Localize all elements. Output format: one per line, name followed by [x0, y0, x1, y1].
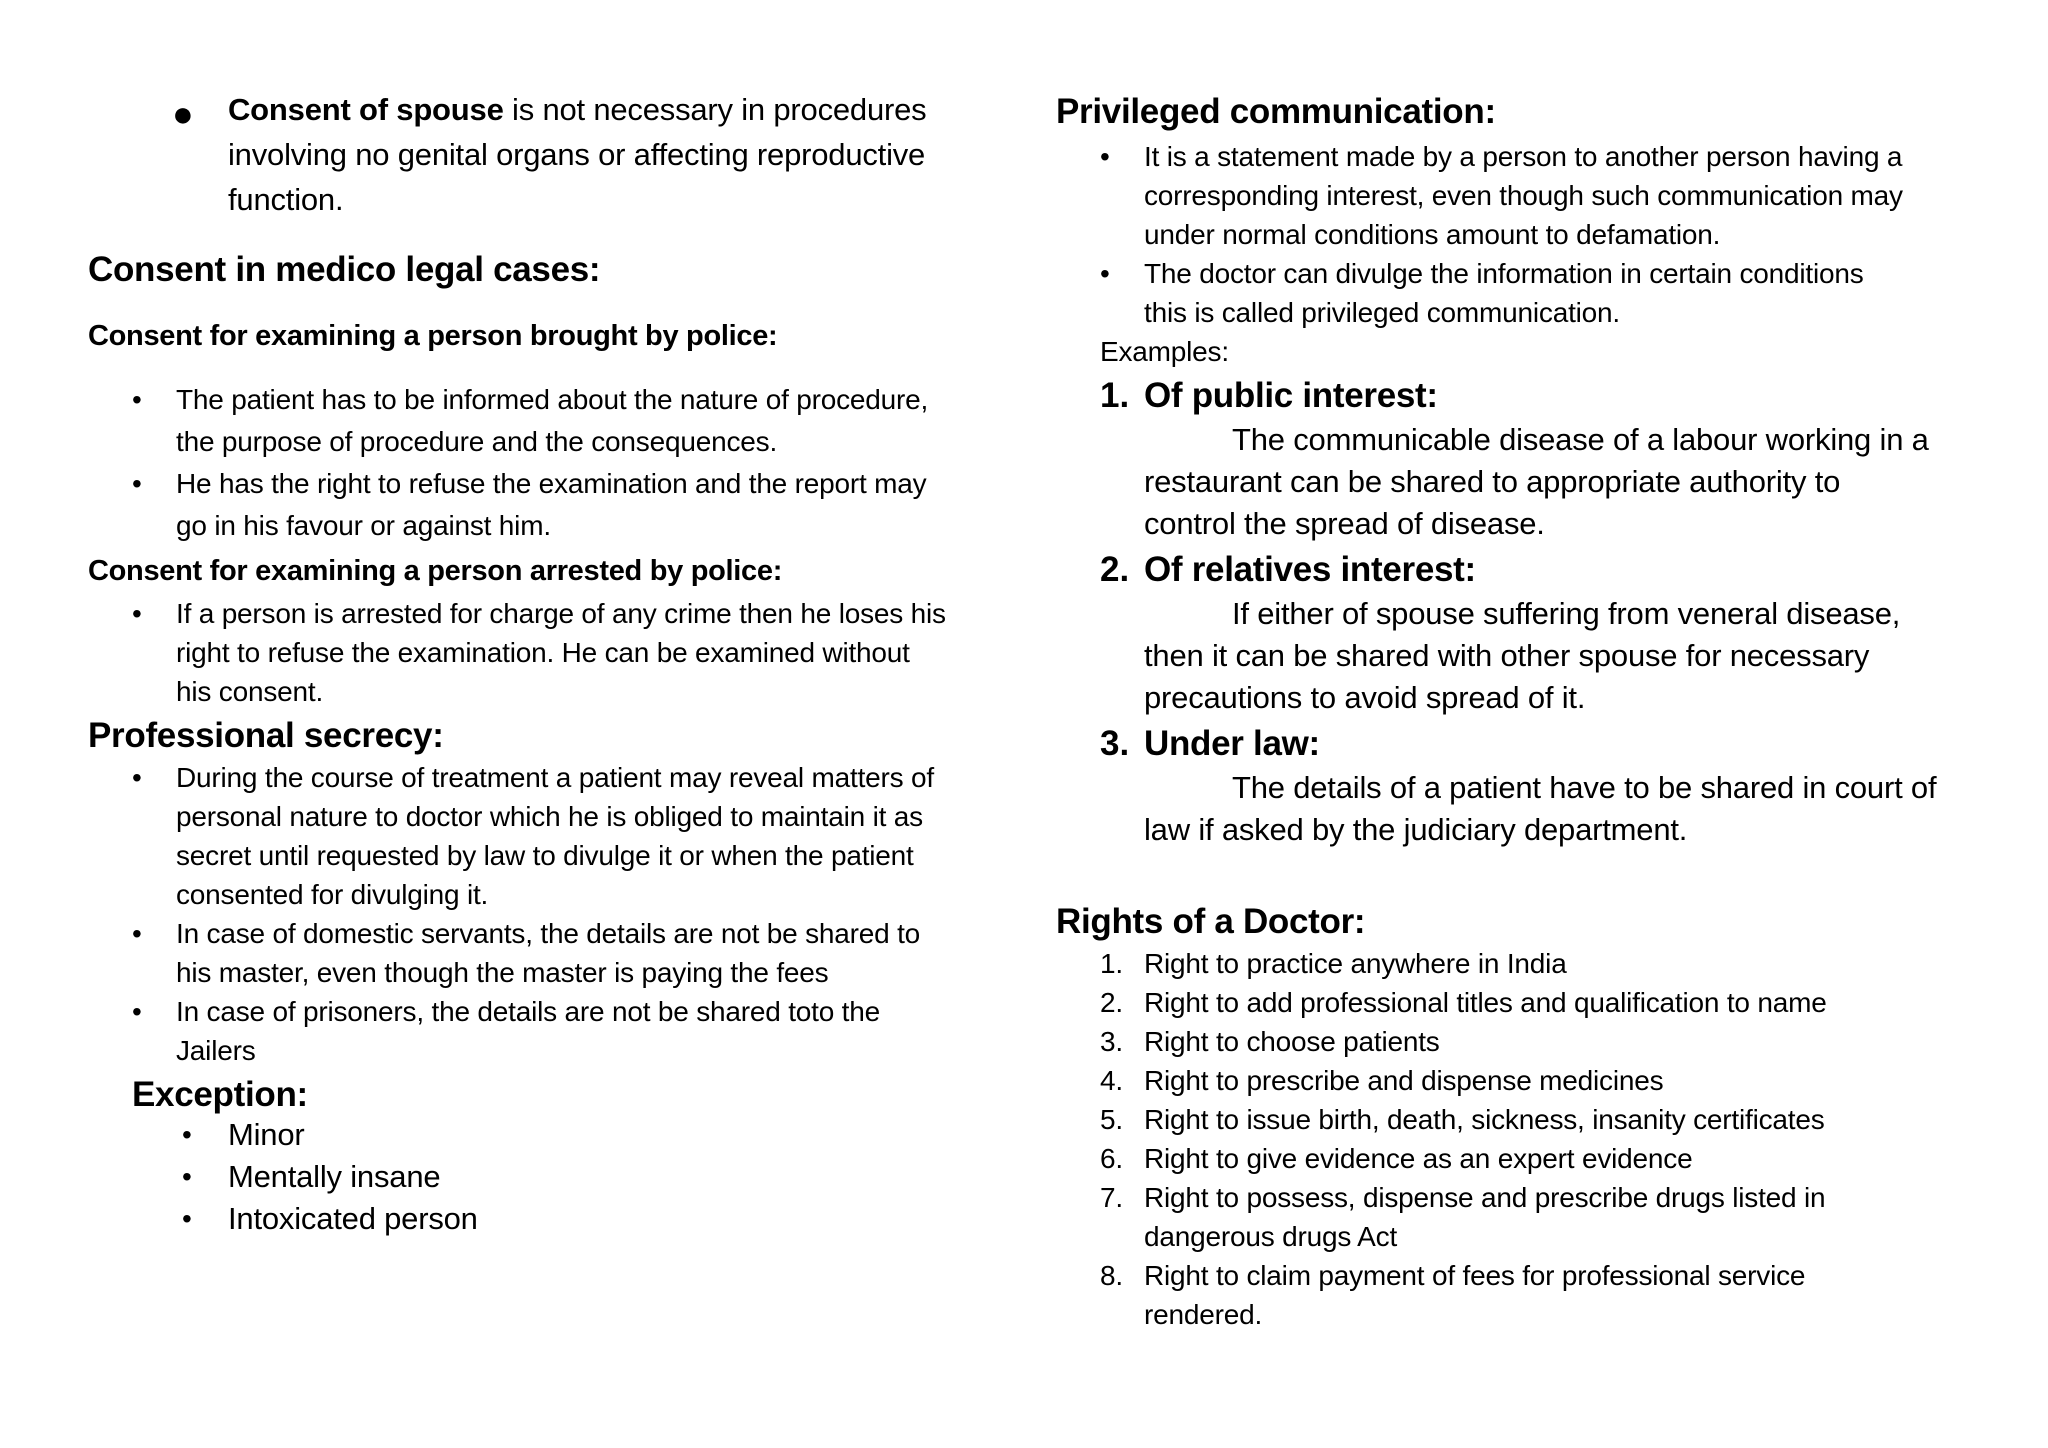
professional-secrecy-heading: Professional secrecy: [88, 716, 444, 755]
list-item-line: secret until requested by law to divulge it or when the patient [176, 840, 914, 871]
bullet-icon: • [182, 1203, 192, 1234]
list-item-line: go in his favour or against him. [176, 510, 551, 541]
example-number: 3. [1100, 724, 1130, 763]
list-item-line: During the course of treatment a patient may reveal matters of [176, 762, 934, 793]
list-item-line: right to refuse the examination. He can be examined without [176, 637, 910, 668]
list-item-line: Jailers [176, 1035, 256, 1066]
spouse-line-2: involving no genital organs or affecting reproductive [228, 137, 926, 172]
medico-legal-heading: Consent in medico legal cases: [88, 250, 601, 289]
exception-heading: Exception: [132, 1075, 308, 1114]
rights-item-line: Right to claim payment of fees for professional service [1144, 1260, 1806, 1291]
bullet-icon: • [1100, 258, 1110, 289]
examples-label: Examples: [1100, 336, 1229, 367]
example-number: 1. [1100, 376, 1130, 415]
rights-number: 3. [1100, 1026, 1123, 1057]
bullet-icon: • [182, 1119, 192, 1150]
rights-heading: Rights of a Doctor: [1056, 902, 1366, 941]
bullet-icon: ● [172, 93, 194, 134]
rights-item-line: Right to practice anywhere in India [1144, 948, 1567, 979]
police-brought-heading: Consent for examining a person brought by police: [88, 320, 778, 352]
bullet-icon: • [132, 384, 142, 415]
rights-item-line: rendered. [1144, 1299, 1263, 1330]
example-line: law if asked by the judiciary department. [1144, 812, 1688, 847]
list-item-line: his consent. [176, 676, 324, 707]
rights-number: 2. [1100, 987, 1123, 1018]
rights-number: 6. [1100, 1143, 1123, 1174]
rights-number: 4. [1100, 1065, 1123, 1096]
example-line: restaurant can be shared to appropriate authority to [1144, 464, 1841, 499]
spouse-line-1: Consent of spouse is not necessary in procedures [228, 92, 927, 127]
bullet-icon: • [132, 468, 142, 499]
rights-number: 5. [1100, 1104, 1123, 1135]
list-item-line: under normal conditions amount to defamation. [1144, 219, 1721, 250]
bullet-icon: • [132, 598, 142, 629]
bullet-icon: • [1100, 141, 1110, 172]
exception-item: Minor [228, 1117, 305, 1152]
rights-item-line: Right to choose patients [1144, 1026, 1440, 1057]
rights-item-line: dangerous drugs Act [1144, 1221, 1398, 1252]
list-item-line: personal nature to doctor which he is obliged to maintain it as [176, 801, 923, 832]
rights-number: 1. [1100, 948, 1123, 979]
example-line: then it can be shared with other spouse for necessary [1144, 638, 1870, 673]
example-title: Under law: [1144, 724, 1320, 763]
list-item-line: consented for divulging it. [176, 879, 489, 910]
list-item-line: The patient has to be informed about the nature of procedure, [176, 384, 929, 415]
bullet-icon: • [182, 1161, 192, 1192]
example-title: Of public interest: [1144, 376, 1438, 415]
rights-item-line: Right to possess, dispense and prescribe drugs listed in [1144, 1182, 1826, 1213]
example-line: The details of a patient have to be shared in court of [1232, 770, 1937, 805]
rights-item-line: Right to add professional titles and qualification to name [1144, 987, 1827, 1018]
rights-number: 7. [1100, 1182, 1123, 1213]
rights-number: 8. [1100, 1260, 1123, 1291]
bullet-icon: • [132, 996, 142, 1027]
exception-item: Intoxicated person [228, 1201, 478, 1236]
list-item-line: It is a statement made by a person to another person having a [1144, 141, 1903, 172]
list-item-line: He has the right to refuse the examination and the report may [176, 468, 927, 499]
example-line: control the spread of disease. [1144, 506, 1545, 541]
spouse-line-3: function. [228, 182, 344, 217]
rights-item-line: Right to give evidence as an expert evidence [1144, 1143, 1693, 1174]
bullet-icon: • [132, 918, 142, 949]
police-arrested-heading: Consent for examining a person arrested by police: [88, 555, 783, 587]
list-item-line: If a person is arrested for charge of any crime then he loses his [176, 598, 946, 629]
example-line: The communicable disease of a labour working in a [1232, 422, 1929, 457]
example-title: Of relatives interest: [1144, 550, 1476, 589]
bullet-icon: • [132, 762, 142, 793]
rights-item-line: Right to prescribe and dispense medicines [1144, 1065, 1664, 1096]
list-item-line: corresponding interest, even though such communication may [1144, 180, 1903, 211]
list-item-line: The doctor can divulge the information in certain conditions [1144, 258, 1864, 289]
rights-item-line: Right to issue birth, death, sickness, insanity certificates [1144, 1104, 1825, 1135]
list-item-line: this is called privileged communication. [1144, 297, 1620, 328]
list-item-line: In case of domestic servants, the details are not be shared to [176, 918, 921, 949]
exception-item: Mentally insane [228, 1159, 441, 1194]
example-line: precautions to avoid spread of it. [1144, 680, 1586, 715]
example-line: If either of spouse suffering from veneral disease, [1232, 596, 1901, 631]
privileged-communication-heading: Privileged communication: [1056, 92, 1496, 131]
example-number: 2. [1100, 550, 1130, 589]
list-item-line: the purpose of procedure and the consequences. [176, 426, 778, 457]
list-item-line: In case of prisoners, the details are not be shared toto the [176, 996, 880, 1027]
list-item-line: his master, even though the master is paying the fees [176, 957, 829, 988]
